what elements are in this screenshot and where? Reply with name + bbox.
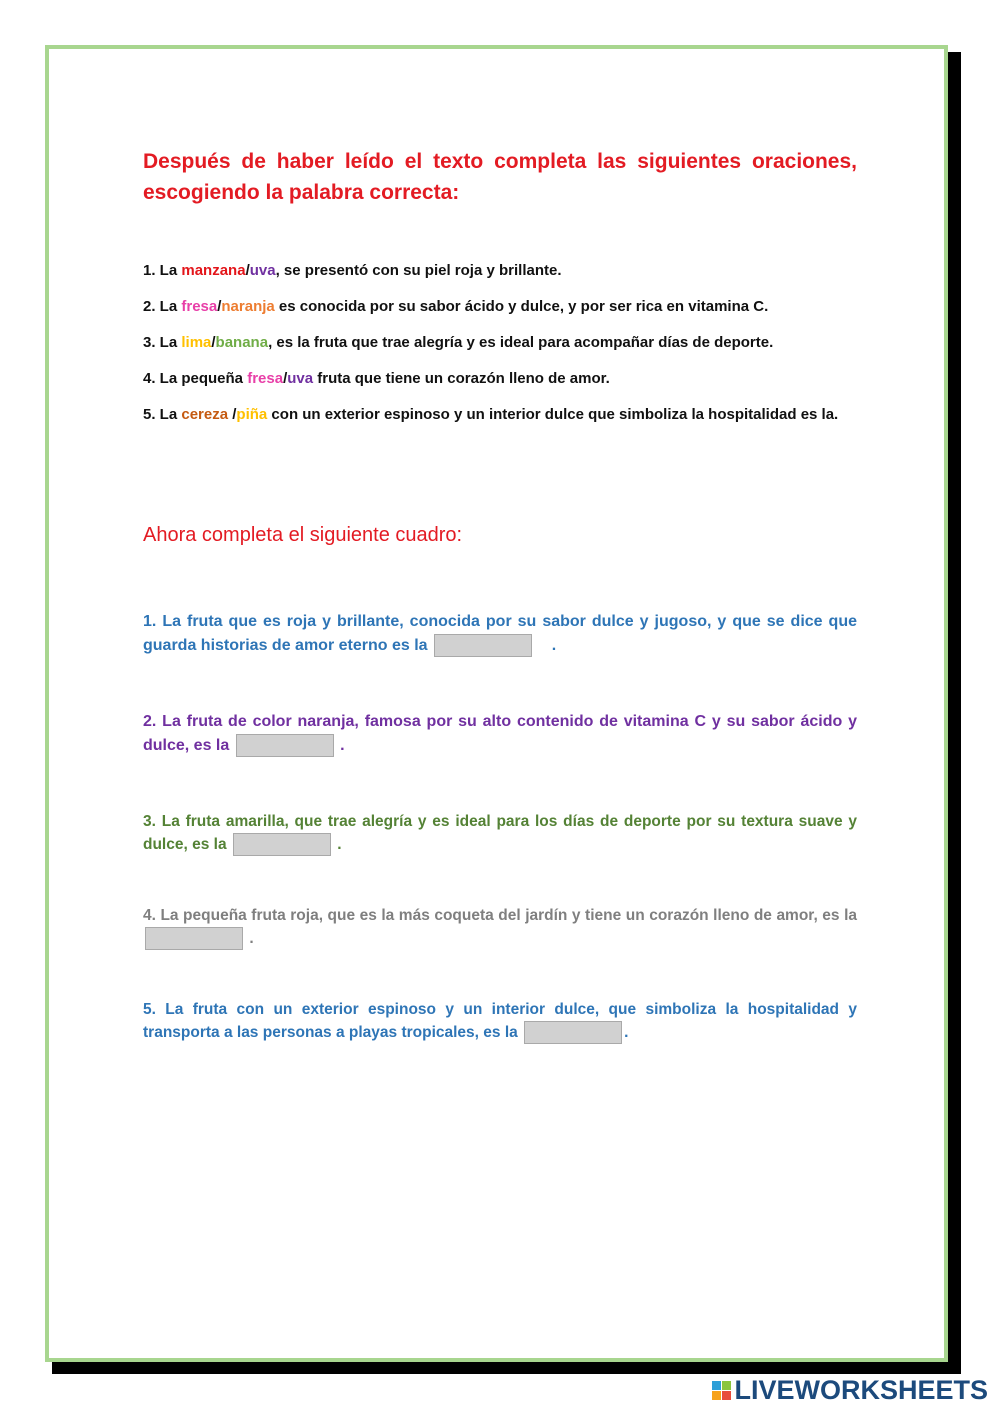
fill-item-3: 3. La fruta amarilla, que trae alegría y es ideal para los días de deporte por su textura suave y dulce, es la .: [143, 810, 857, 856]
fill-item-1: 1. La fruta que es roja y brillante, conocida por su sabor dulce y jugoso, y que se dice que guarda historias de amor eterno es la .: [143, 610, 857, 658]
liveworksheets-logo-text: LIVEWORKSHEETS: [734, 1375, 988, 1405]
choice-question-3: 3. La lima/banana, es la fruta que trae alegría y es ideal para acompañar días de deporte.: [143, 334, 774, 351]
section1-heading: Después de haber leído el texto completa las siguientes oraciones, escogiendo la palabra correcta:: [143, 150, 857, 204]
section2-heading: Ahora completa el siguiente cuadro:: [143, 524, 463, 546]
option-pina[interactable]: piña: [236, 406, 268, 423]
answer-input-5[interactable]: [524, 1021, 622, 1044]
answer-input-2[interactable]: [236, 734, 334, 757]
section-complete-table: [143, 521, 857, 549]
liveworksheets-logo-mark: [712, 1381, 731, 1400]
choice-question-1: 1. La manzana/uva, se presentó con su piel roja y brillante.: [143, 262, 562, 279]
option-manzana[interactable]: manzana: [181, 262, 246, 279]
answer-input-3[interactable]: [233, 833, 331, 856]
fill-item-2: 2. La fruta de color naranja, famosa por su alto contenido de vitamina C y su sabor ácido y dulce, es la .: [143, 710, 857, 758]
section-choose-word: [143, 146, 857, 208]
fill-item-5: 5. La fruta con un exterior espinoso y un interior dulce, que simboliza la hospitalidad y transporta a las personas a playas tropicales, es la .: [143, 998, 857, 1044]
option-uva[interactable]: uva: [249, 262, 276, 279]
option-cereza[interactable]: cereza: [181, 406, 229, 423]
fill-item-4: 4. La pequeña fruta roja, que es la más coqueta del jardín y tiene un corazón lleno de amor, es la .: [143, 904, 857, 950]
liveworksheets-logo: [712, 1375, 988, 1406]
page-frame: [45, 45, 948, 1362]
option-naranja[interactable]: naranja: [221, 298, 275, 315]
choose-word-list: [143, 259, 857, 426]
option-banana[interactable]: banana: [215, 334, 269, 351]
option-uva[interactable]: uva: [287, 370, 314, 387]
choice-question-4: 4. La pequeña fresa/uva fruta que tiene un corazón lleno de amor.: [143, 370, 610, 387]
choice-question-5: 5. La cereza /piña con un exterior espinoso y un interior dulce que simboliza la hospitalidad es la.: [143, 406, 839, 423]
option-fresa[interactable]: fresa: [247, 370, 284, 387]
answer-input-4[interactable]: [145, 927, 243, 950]
choice-question-2: 2. La fresa/naranja es conocida por su sabor ácido y dulce, y por ser rica en vitamina C.: [143, 298, 769, 315]
answer-input-1[interactable]: [434, 634, 532, 657]
option-fresa[interactable]: fresa: [181, 298, 218, 315]
option-lima[interactable]: lima: [181, 334, 212, 351]
